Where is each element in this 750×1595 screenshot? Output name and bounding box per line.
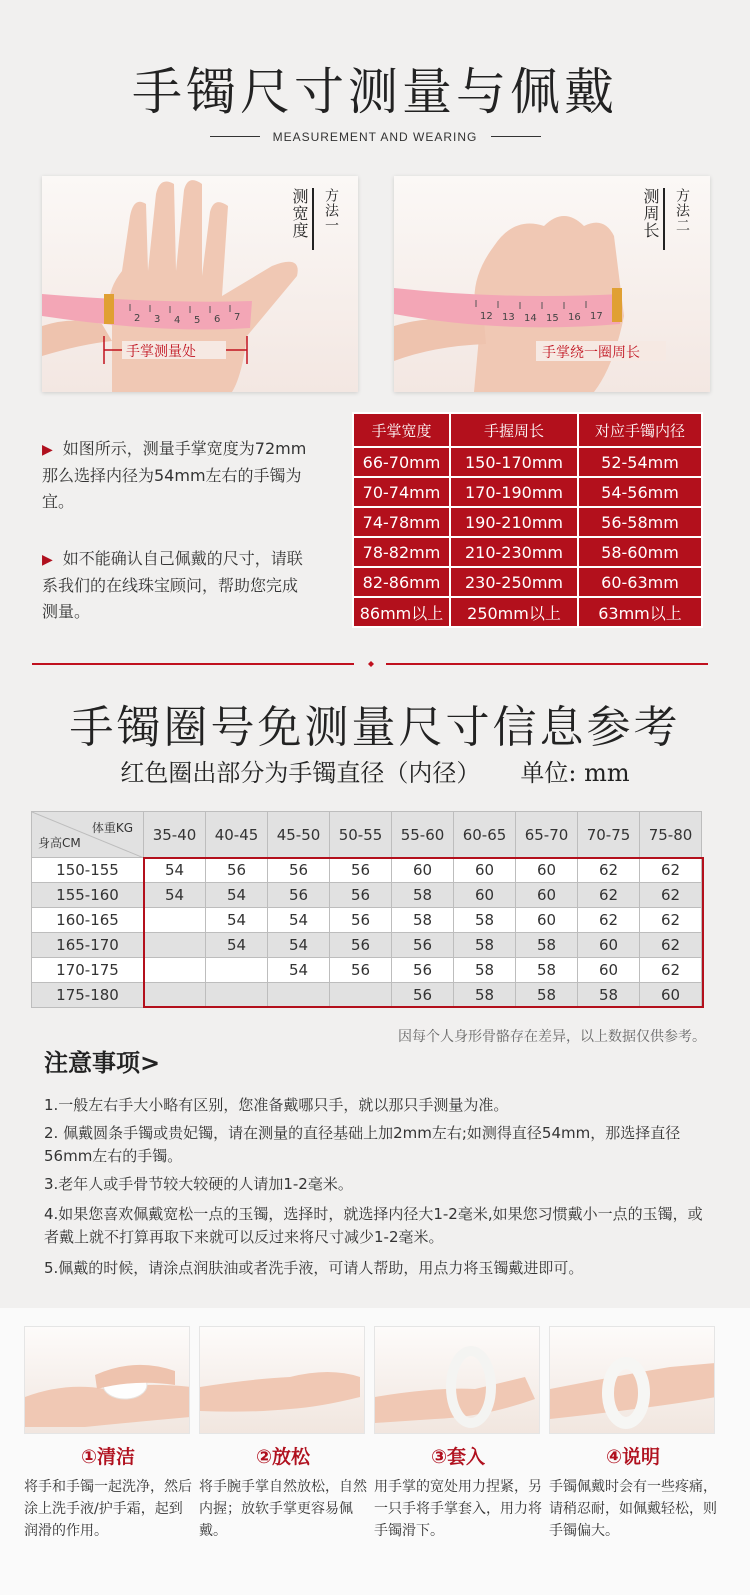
method1-caption: 手掌测量处 <box>126 344 196 360</box>
table-cell: 60-63mm <box>578 567 702 597</box>
svg-text:7: 7 <box>234 312 241 323</box>
size-cell: 60 <box>640 983 702 1008</box>
table-header-row <box>32 812 702 858</box>
table-cell: 66-70mm <box>353 447 450 477</box>
reference-table <box>31 811 702 1008</box>
size-cell: 60 <box>516 858 578 883</box>
svg-text:5: 5 <box>194 315 201 326</box>
svg-text:16: 16 <box>568 312 581 323</box>
size-cell: 60 <box>454 858 516 883</box>
table-cell: 63mm以上 <box>578 597 702 627</box>
size-cell: 62 <box>640 933 702 958</box>
height-cell: 170-175 <box>32 958 144 983</box>
page-title: 手镯尺寸测量与佩戴 <box>132 63 618 121</box>
size-cell: 60 <box>578 958 640 983</box>
size-cell: 62 <box>640 883 702 908</box>
table-row <box>32 858 702 883</box>
diamond-icon <box>368 661 374 667</box>
table-cell: 56-58mm <box>578 507 702 537</box>
step-label: ③套入 <box>430 1446 486 1468</box>
header-cell: 手掌宽度 <box>353 413 450 447</box>
table-row <box>353 477 702 507</box>
height-cell: 160-165 <box>32 908 144 933</box>
size-cell <box>206 983 268 1008</box>
step-image <box>24 1326 190 1434</box>
method2-photo <box>394 176 710 392</box>
table-row <box>353 447 702 477</box>
size-cell: 58 <box>516 958 578 983</box>
size-cell: 56 <box>330 933 392 958</box>
table-cell: 170-190mm <box>450 477 578 507</box>
table-cell: 210-230mm <box>450 537 578 567</box>
size-cell: 54 <box>268 958 330 983</box>
table-row <box>32 983 702 1008</box>
table-row <box>32 958 702 983</box>
size-table <box>352 412 703 628</box>
size-cell: 58 <box>516 983 578 1008</box>
svg-text:14: 14 <box>524 313 537 324</box>
svg-text:17: 17 <box>590 311 603 322</box>
table-row <box>353 567 702 597</box>
size-cell: 62 <box>578 908 640 933</box>
size-cell: 56 <box>206 858 268 883</box>
washing-hands-illustration <box>25 1327 190 1434</box>
table-cell: 86mm以上 <box>353 597 450 627</box>
table-cell: 54-56mm <box>578 477 702 507</box>
height-axis-label: 身高CM <box>38 836 81 850</box>
height-cell: 165-170 <box>32 933 144 958</box>
note-1 <box>42 436 312 515</box>
size-cell: 54 <box>206 908 268 933</box>
table-row <box>353 507 702 537</box>
size-cell: 58 <box>578 983 640 1008</box>
step-insert <box>374 1326 542 1542</box>
method1-photo <box>42 176 358 392</box>
size-cell: 54 <box>206 933 268 958</box>
header-cell: 手握周长 <box>450 413 578 447</box>
size-cell: 62 <box>640 908 702 933</box>
size-cell: 62 <box>578 858 640 883</box>
notes-item: 2. 佩戴圆条手镯或贵妃镯，请在测量的直径基础上加2mm左右;如测得直径54mm，那选择直径56mm左右的手镯。 <box>44 1124 681 1165</box>
weight-header: 75-80 <box>640 812 702 858</box>
table-cell: 74-78mm <box>353 507 450 537</box>
subtitle-text: MEASUREMENT AND WEARING <box>272 129 478 144</box>
size-cell: 56 <box>330 908 392 933</box>
size-cell: 60 <box>578 933 640 958</box>
page-subtitle <box>0 126 750 146</box>
size-cell: 58 <box>454 958 516 983</box>
method2-label: 测周长 <box>641 188 660 239</box>
table-cell: 78-82mm <box>353 537 450 567</box>
section2-title: 手镯圈号免测量尺寸信息参考 <box>69 702 681 753</box>
table-cell: 150-170mm <box>450 447 578 477</box>
size-cell: 54 <box>268 933 330 958</box>
method2-tag: 方法二 <box>674 188 690 233</box>
size-cell: 56 <box>330 858 392 883</box>
size-cell <box>144 908 206 933</box>
method2-caption: 手掌绕一圈周长 <box>542 345 640 361</box>
size-cell <box>206 958 268 983</box>
table-header-row <box>353 413 702 447</box>
step-note <box>549 1326 717 1542</box>
table-row <box>32 908 702 933</box>
size-cell: 54 <box>144 883 206 908</box>
relaxed-hand-illustration <box>200 1327 365 1434</box>
method1-tag: 方法一 <box>323 188 339 233</box>
table-cell: 52-54mm <box>578 447 702 477</box>
step-image <box>549 1326 715 1434</box>
step-clean <box>24 1326 192 1542</box>
note-text: 如不能确认自己佩戴的尺寸，请联系我们的在线珠宝顾问，帮助您完成测量。 <box>42 549 303 621</box>
size-cell: 62 <box>578 883 640 908</box>
notes-title: 注意事项> <box>44 1049 161 1077</box>
height-cell: 155-160 <box>32 883 144 908</box>
size-cell: 56 <box>392 983 454 1008</box>
size-cell: 58 <box>516 933 578 958</box>
wearing-bangle-illustration <box>550 1327 715 1434</box>
table-row <box>353 537 702 567</box>
size-cell: 58 <box>454 983 516 1008</box>
table-cell: 230-250mm <box>450 567 578 597</box>
note-2 <box>42 546 312 625</box>
step-image <box>374 1326 540 1434</box>
size-cell: 58 <box>392 883 454 908</box>
table-row <box>353 597 702 627</box>
height-cell: 175-180 <box>32 983 144 1008</box>
table-cell: 70-74mm <box>353 477 450 507</box>
table-cell: 250mm以上 <box>450 597 578 627</box>
size-cell: 58 <box>392 908 454 933</box>
step-description: 将手腕手掌自然放松，自然内握；放软手掌更容易佩戴。 <box>199 1479 367 1539</box>
size-cell <box>268 983 330 1008</box>
size-cell: 62 <box>640 858 702 883</box>
step-description: 将手和手镯一起洗净，然后涂上洗手液/护手霜，起到润滑的作用。 <box>24 1479 192 1539</box>
method1-label: 测宽度 <box>290 188 309 239</box>
weight-header: 45-50 <box>268 812 330 858</box>
size-cell: 56 <box>330 958 392 983</box>
size-cell: 56 <box>392 958 454 983</box>
step-description: 手镯佩戴时会有一些疼痛，请稍忍耐，如佩戴轻松，则手镯偏大。 <box>549 1479 717 1539</box>
svg-text:6: 6 <box>214 314 221 325</box>
step-image <box>199 1326 365 1434</box>
step-description: 用手掌的宽处用力捏紧，另一只手将手掌套入，用力将手镯滑下。 <box>374 1479 542 1539</box>
label-divider <box>312 188 314 250</box>
size-cell: 60 <box>516 883 578 908</box>
size-cell <box>144 958 206 983</box>
weight-header: 55-60 <box>392 812 454 858</box>
subtitle-text: 红色圈出部分为手镯直径（内径） <box>120 759 481 787</box>
svg-text:13: 13 <box>502 312 515 323</box>
notes-item: 5.佩戴的时候，请涂点润肤油或者洗手液，可请人帮助，用点力将玉镯戴进即可。 <box>44 1259 584 1277</box>
weight-header: 60-65 <box>454 812 516 858</box>
size-cell: 56 <box>268 883 330 908</box>
triangle-bullet-icon: ▶ <box>42 552 53 568</box>
weight-header: 35-40 <box>144 812 206 858</box>
unit-text: 单位: mm <box>520 759 630 787</box>
table-row <box>32 883 702 908</box>
table-cell: 58-60mm <box>578 537 702 567</box>
size-cell: 54 <box>268 908 330 933</box>
section-divider <box>32 663 354 665</box>
size-cell: 60 <box>516 908 578 933</box>
step-label: ④说明 <box>605 1446 661 1468</box>
weight-header: 50-55 <box>330 812 392 858</box>
triangle-bullet-icon: ▶ <box>42 442 53 458</box>
svg-text:2: 2 <box>134 313 141 324</box>
section-divider <box>386 663 708 665</box>
height-cell: 150-155 <box>32 858 144 883</box>
svg-text:12: 12 <box>480 311 493 322</box>
step-relax <box>199 1326 367 1542</box>
notes-item: 1.一般左右手大小略有区别，您准备戴哪只手，就以那只手测量为准。 <box>44 1096 509 1114</box>
note-text: 如图所示，测量手掌宽度为72mm那么选择内径为54mm左右的手镯为宜。 <box>42 439 307 511</box>
size-cell <box>330 983 392 1008</box>
step-label: ②放松 <box>255 1446 311 1468</box>
section2-subtitle <box>0 758 750 788</box>
size-cell: 58 <box>454 933 516 958</box>
hand-palm-illustration <box>42 176 358 392</box>
step-label: ①清洁 <box>80 1446 136 1468</box>
label-divider <box>663 188 665 250</box>
size-cell: 56 <box>392 933 454 958</box>
size-cell <box>144 933 206 958</box>
header-cell: 对应手镯内径 <box>578 413 702 447</box>
weight-axis-label: 体重KG <box>91 821 133 835</box>
notes-item: 4.如果您喜欢佩戴宽松一点的玉镯，选择时，就选择内径大1-2毫米,如果您习惯戴小一点的玉镯，或者戴上就不打算再取下来就可以反过来将尺寸减少1-2毫米。 <box>44 1205 703 1246</box>
table-cell: 190-210mm <box>450 507 578 537</box>
size-cell: 56 <box>268 858 330 883</box>
svg-text:15: 15 <box>546 313 559 324</box>
notes-item: 3.老年人或手骨节较大较硬的人请加1-2毫米。 <box>44 1175 353 1193</box>
svg-text:4: 4 <box>174 315 181 326</box>
weight-header: 65-70 <box>516 812 578 858</box>
size-cell: 62 <box>640 958 702 983</box>
table-row <box>32 933 702 958</box>
weight-header: 70-75 <box>578 812 640 858</box>
weight-header: 40-45 <box>206 812 268 858</box>
size-cell: 58 <box>454 908 516 933</box>
inserting-bangle-illustration <box>375 1327 540 1434</box>
size-cell: 54 <box>206 883 268 908</box>
divider <box>491 136 541 137</box>
size-cell: 60 <box>392 858 454 883</box>
disclaimer-text: 因每个人身形骨骼存在差异，以上数据仅供参考。 <box>398 1029 706 1045</box>
corner-cell <box>32 812 144 858</box>
table-cell: 82-86mm <box>353 567 450 597</box>
divider <box>210 136 260 137</box>
size-cell: 60 <box>454 883 516 908</box>
size-cell <box>144 983 206 1008</box>
size-cell: 56 <box>330 883 392 908</box>
svg-text:3: 3 <box>154 314 161 325</box>
size-cell: 54 <box>144 858 206 883</box>
